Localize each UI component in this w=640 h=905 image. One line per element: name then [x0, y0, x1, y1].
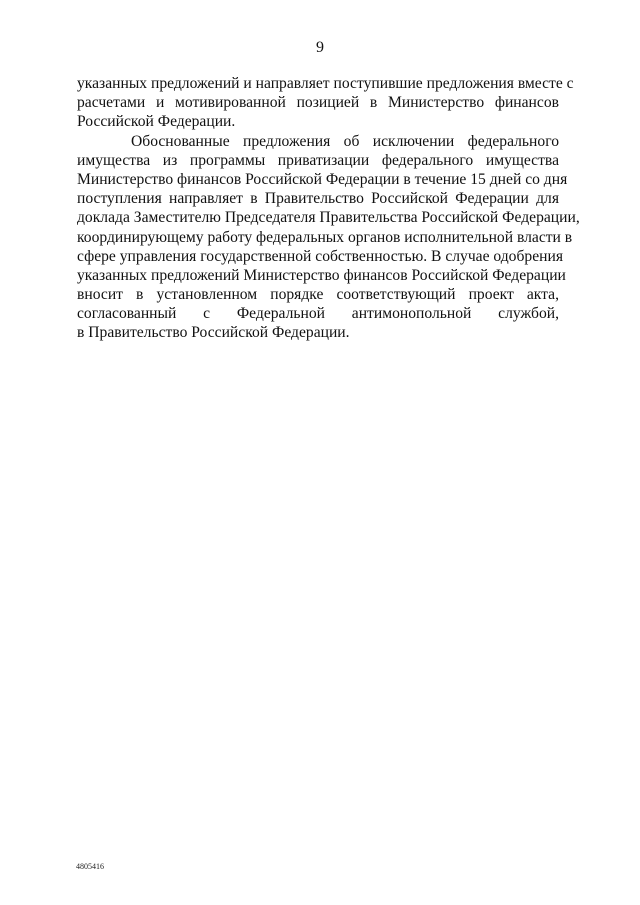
text-line: координирующему работу федеральных органов исполнительной власти в — [77, 228, 573, 246]
text-line: поступления направляет в Правительство Российской Федерации для — [77, 190, 559, 208]
text-line: Министерство финансов Российской Федерации в течение 15 дней со дня — [77, 170, 568, 188]
text-line: в Правительство Российской Федерации. — [77, 324, 350, 342]
text-line: указанных предложений Министерство финансов Российской Федерации — [77, 266, 566, 284]
text-line: сфере управления государственной собственностью. В случае одобрения — [77, 247, 563, 265]
text-line: Обоснованные предложения об исключении федерального — [131, 132, 559, 150]
page-number: 9 — [316, 39, 324, 56]
text-line: согласованный с Федеральной антимонопольной службой, — [77, 305, 559, 323]
document-id: 4805416 — [76, 862, 104, 871]
document-body — [77, 74, 580, 343]
text-line: указанных предложений и направляет поступившие предложения вместе с — [77, 75, 574, 92]
text-line: вносит в установленном порядке соответствующий проект акта, — [77, 286, 559, 304]
text-line: Российской Федерации. — [77, 113, 236, 131]
text-line: имущества из программы приватизации федерального имущества — [77, 151, 559, 169]
paragraph-1 — [77, 74, 574, 132]
text-line: доклада Заместителю Председателя Правительства Российской Федерации, — [77, 209, 580, 227]
paragraph-2 — [77, 132, 580, 343]
text-line: расчетами и мотивированной позицией в Министерство финансов — [77, 94, 559, 112]
